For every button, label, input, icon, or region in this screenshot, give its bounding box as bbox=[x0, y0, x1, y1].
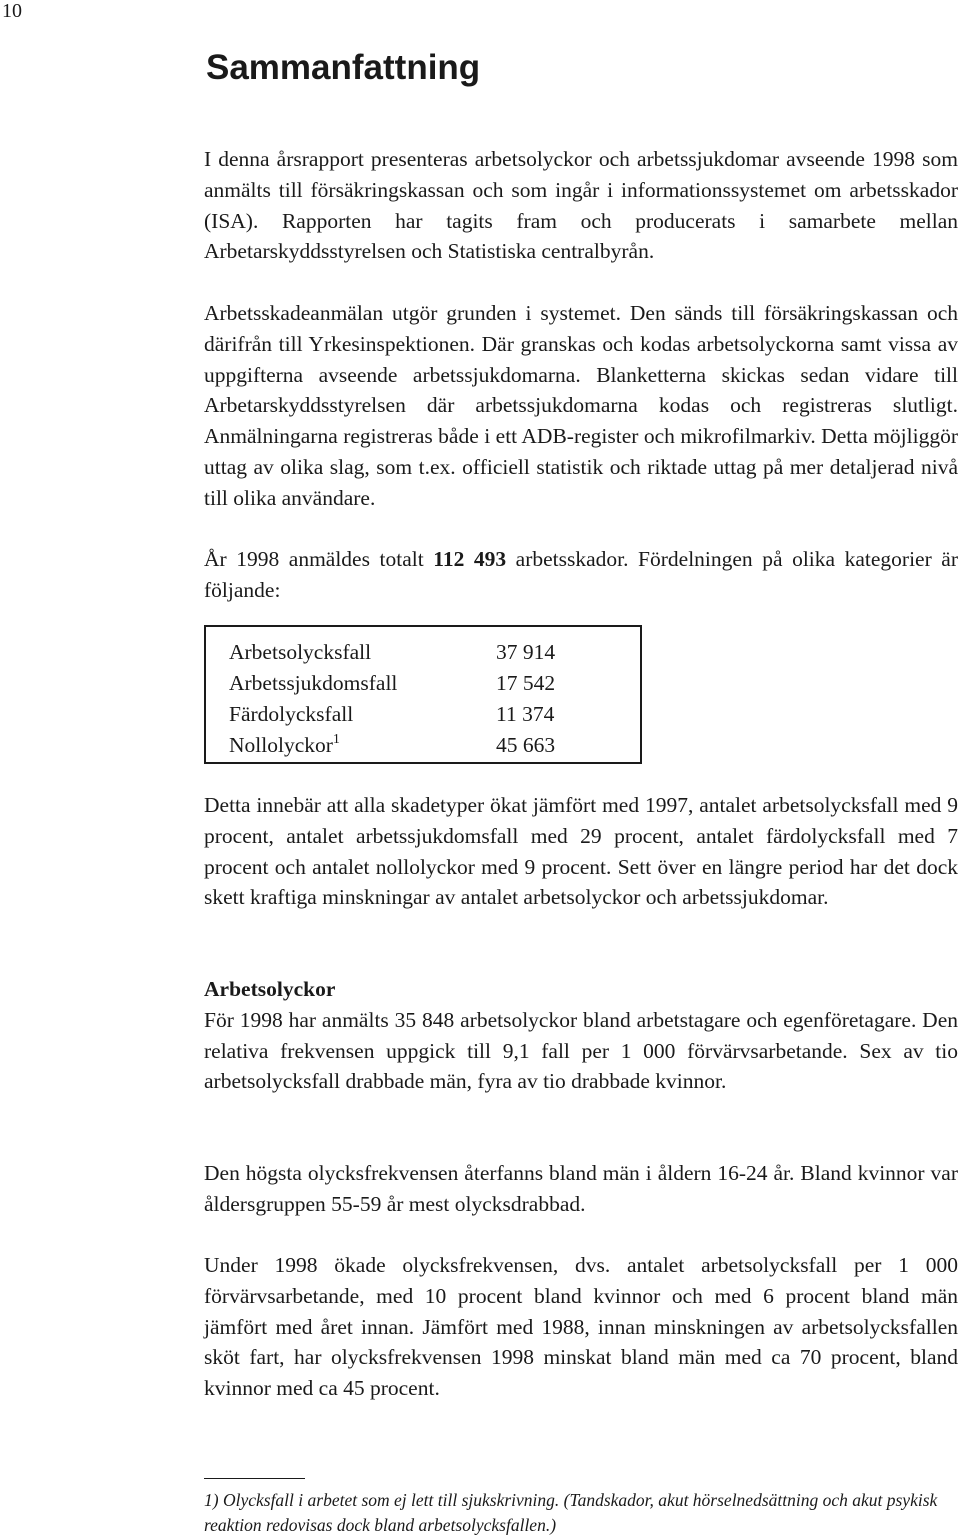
stats-row bbox=[229, 699, 629, 729]
stats-label bbox=[229, 668, 397, 698]
page-title: Sammanfattning bbox=[206, 48, 481, 87]
change-paragraph: Detta innebär att alla skadetyper ökat jämfört med 1997, antalet arbetsolycksfall med 9 procent, antalet arbetssjukdomsfall med 29 procent, antalet färdolycksfall med 7 procent och antalet nollolyckor med 9 procent. Sett över en längre period har det dock skett kraftiga minskningar av antalet arbetsolyckor och arbetssjukdomar. bbox=[204, 793, 958, 910]
stats-row bbox=[229, 668, 629, 698]
stats-label-text: Nollolyckor bbox=[229, 733, 333, 757]
injury-statistics-table bbox=[204, 625, 642, 764]
accidents-paragraph bbox=[204, 974, 958, 1097]
stats-label-text: Arbetsolycksfall bbox=[229, 640, 372, 664]
age-paragraph: Den högsta olycksfrekvensen återfanns bland män i åldern 16-24 år. Bland kvinnor var åldersgruppen 55-59 år mest olycksdrabbad. bbox=[204, 1161, 958, 1216]
stats-label bbox=[229, 699, 353, 729]
section-heading: Arbetsolyckor bbox=[204, 977, 336, 1001]
total-paragraph bbox=[204, 544, 958, 606]
stats-value: 37 914 bbox=[496, 640, 556, 664]
stats-value: 11 374 bbox=[496, 702, 555, 726]
frequency-paragraph: Under 1998 ökade olycksfrekvensen, dvs. antalet arbetsolycksfall per 1 000 förvärvsarbetande, med 10 procent bland kvinnor och med 6 procent bland män jämfört med året innan. Jämfört med 1988, innan minskningen av arbetsolycksfallen sköt fart, har olycksfrekvensen 1998 minskat bland män med ca 70 procent, bland kvinnor med ca 45 procent. bbox=[204, 1253, 958, 1401]
footnote: 1) Olycksfall i arbetet som ej lett till sjukskrivning. (Tandskador, akut hörselnedsättning och akut psykisk reaktion redovisas dock bland arbetsolycksfallen.) bbox=[204, 1490, 938, 1535]
stats-row bbox=[229, 637, 629, 667]
total-prefix: År 1998 anmäldes totalt bbox=[204, 547, 434, 571]
accidents-text: För 1998 har anmälts 35 848 arbetsolyckor bland arbetstagare och egenföretagare. Den relativa frekvensen uppgick till 9,1 fall per 1 000 förvärvsarbetande. Sex av tio arbetsolycksfall drabbade män, fyra av tio drabbade kvinnor. bbox=[204, 1007, 958, 1094]
page-number: 10 bbox=[2, 0, 22, 22]
stats-row bbox=[229, 730, 629, 760]
total-value: 112 493 bbox=[433, 547, 507, 571]
stats-label bbox=[229, 730, 340, 760]
footnote-marker: 1 bbox=[332, 732, 340, 747]
stats-label-text: Arbetssjukdomsfall bbox=[229, 671, 398, 695]
total-suffix: arbetsskador. Fördelningen på olika kategorier är följande: bbox=[204, 547, 958, 602]
stats-label bbox=[229, 637, 371, 667]
footnote-divider bbox=[204, 1478, 305, 1479]
system-paragraph: Arbetsskadeanmälan utgör grunden i systemet. Den sänds till försäkringskassan och därifrån till Yrkesinspektionen. Där granskas och kodas arbetsolyckorna samt vissa av uppgifterna avseende arbetssjukdomarna. Blanketterna skickas sedan vidare till Arbetarskyddsstyrelsen där arbetssjukdomarna kodas och registreras slutligt. Anmälningarna registreras både i ett ADB-register och mikrofilmarkiv. Detta möjliggör uttag av olika slag, som t.ex. officiell statistik och riktade uttag på mer detaljerad nivå till olika användare. bbox=[204, 301, 958, 510]
stats-label-text: Färdolycksfall bbox=[229, 702, 354, 726]
stats-value: 45 663 bbox=[496, 733, 556, 757]
intro-paragraph: I denna årsrapport presenteras arbetsolyckor och arbetssjukdomar avseende 1998 som anmälts till försäkringskassan och som ingår i informationssystemet om arbetsskador (ISA). Rapporten har tagits fram och producerats i samarbete mellan Arbetarskyddsstyrelsen och Statistiska centralbyrån. bbox=[204, 147, 958, 264]
stats-value: 17 542 bbox=[496, 671, 556, 695]
